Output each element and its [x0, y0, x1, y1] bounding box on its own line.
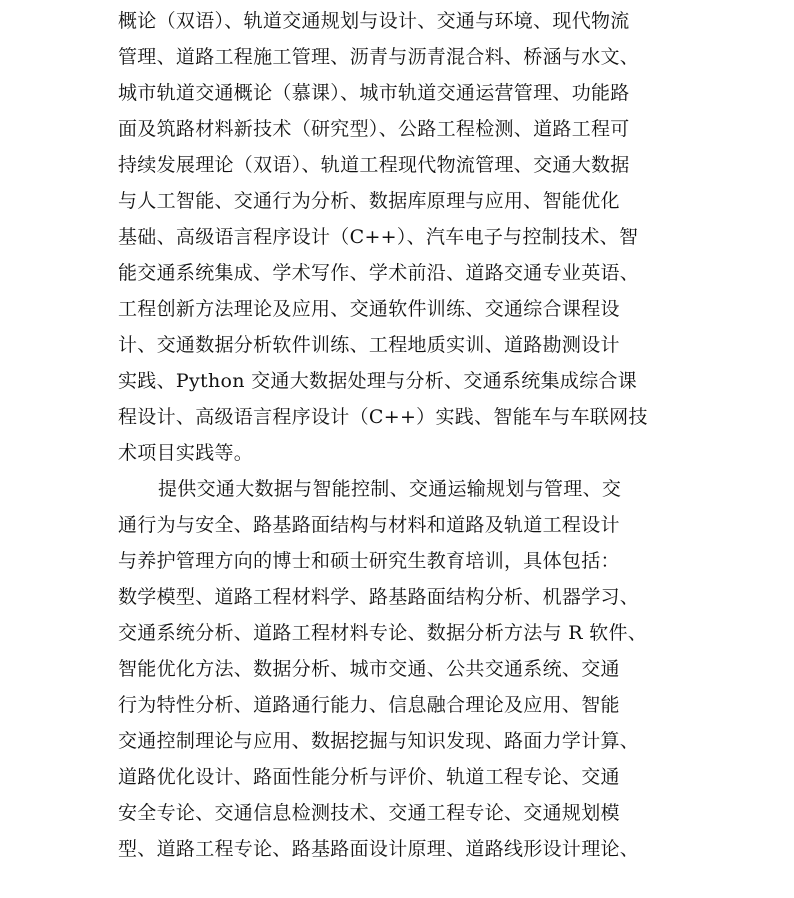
paragraph-1-line-5: 持续发展理论（双语）、轨道工程现代物流管理、交通大数据: [118, 154, 630, 176]
paragraph-2-line-10: 安全专论、交通信息检测技术、交通工程专论、交通规划模: [118, 802, 620, 824]
paragraph-2-line-9: 道路优化设计、路面性能分析与评价、轨道工程专论、交通: [118, 766, 620, 788]
paragraph-2-line-8: 交通控制理论与应用、数据挖掘与知识发现、路面力学计算、: [118, 730, 640, 752]
paragraph-2-line-11: 型、道路工程专论、路基路面设计原理、道路线形设计理论、: [118, 838, 640, 860]
paragraph-2-line-1: 提供交通大数据与智能控制、交通运输规划与管理、交: [158, 478, 622, 500]
paragraph-1-line-13: 术项目实践等。: [118, 442, 254, 464]
paragraph-2-line-3: 与养护管理方向的博士和硕士研究生教育培训，具体包括：: [118, 550, 620, 572]
paragraph-2-line-4: 数学模型、道路工程材料学、路基路面结构分析、机器学习、: [118, 586, 640, 608]
paragraph-1-line-3: 城市轨道交通概论（慕课）、城市轨道交通运营管理、功能路: [118, 82, 630, 104]
paragraph-1-line-4: 面及筑路材料新技术（研究型）、公路工程检测、道路工程可: [118, 118, 630, 140]
paragraph-1-line-9: 工程创新方法理论及应用、交通软件训练、交通综合课程设: [118, 298, 620, 320]
paragraph-1-line-6: 与人工智能、交通行为分析、数据库原理与应用、智能优化: [118, 190, 620, 212]
paragraph-1-line-12: 程设计、高级语言程序设计（C++）实践、智能车与车联网技: [118, 406, 648, 428]
paragraph-2-line-7: 行为特性分析、道路通行能力、信息融合理论及应用、智能: [118, 694, 620, 716]
paragraph-1-line-1: 概论（双语）、轨道交通规划与设计、交通与环境、现代物流: [118, 10, 630, 32]
paragraph-1-line-10: 计、交通数据分析软件训练、工程地质实训、道路勘测设计: [118, 334, 620, 356]
paragraph-1-line-11: 实践、Python 交通大数据处理与分析、交通系统集成综合课: [118, 370, 638, 392]
paragraph-2-line-6: 智能优化方法、数据分析、城市交通、公共交通系统、交通: [118, 658, 620, 680]
paragraph-1-line-2: 管理、道路工程施工管理、沥青与沥青混合料、桥涵与水文、: [118, 46, 640, 68]
paragraph-2-line-2: 通行为与安全、路基路面结构与材料和道路及轨道工程设计: [118, 514, 620, 536]
paragraph-2-line-5: 交通系统分析、道路工程材料专论、数据分析方法与 R 软件、: [118, 622, 648, 644]
paragraph-1-line-8: 能交通系统集成、学术写作、学术前沿、道路交通专业英语、: [118, 262, 640, 284]
paragraph-1-line-7: 基础、高级语言程序设计（C++）、汽车电子与控制技术、智: [118, 226, 639, 248]
